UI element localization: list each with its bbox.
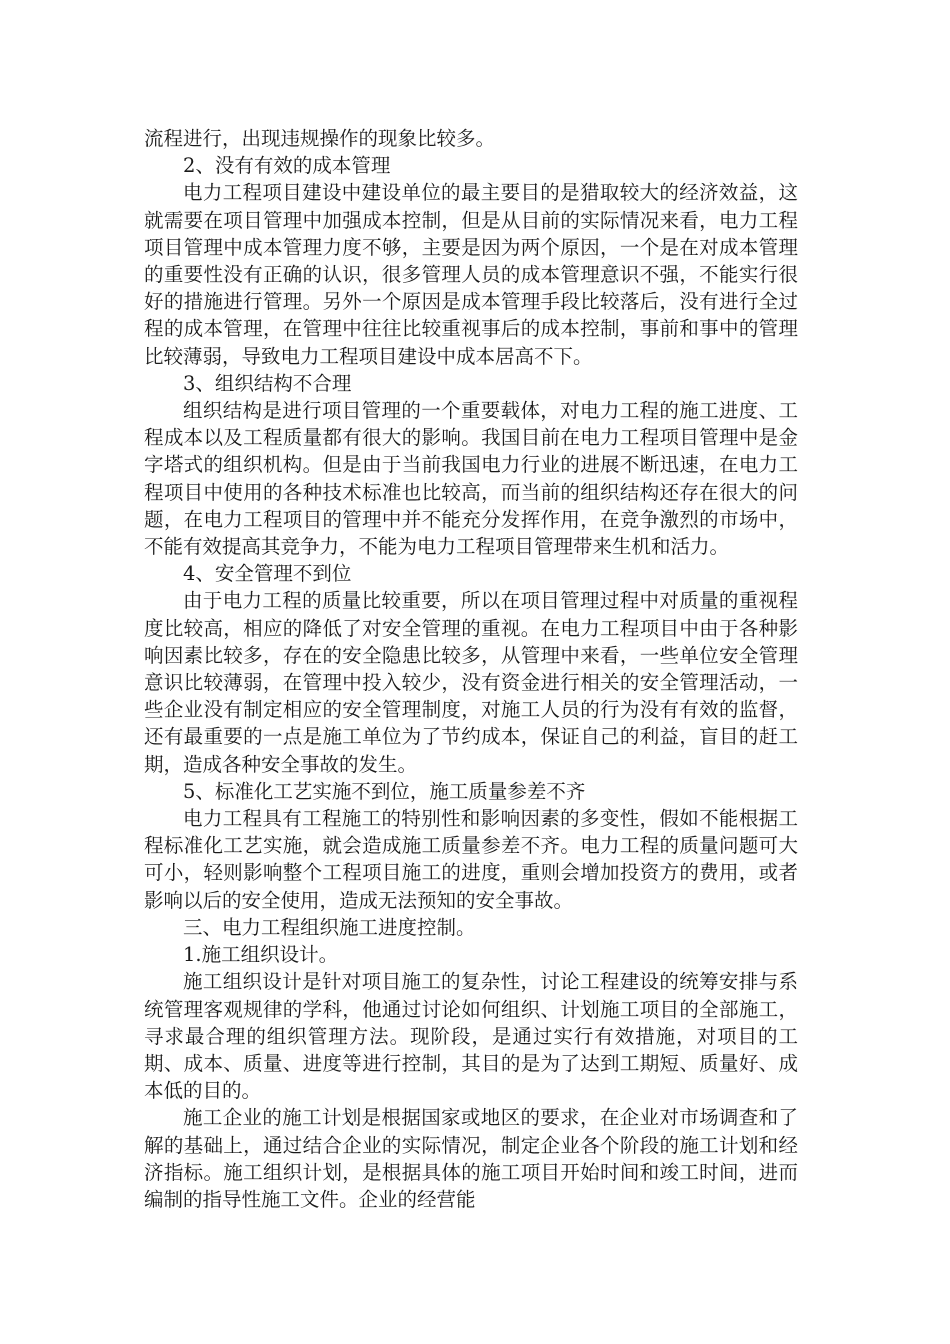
section-heading-5: 5、标准化工艺实施不到位，施工质量参差不齐 — [183, 779, 586, 803]
section-heading-3: 3、组织结构不合理 — [183, 371, 352, 395]
paragraph-construction-design: 施工组织设计是针对项目施工的复杂性，讨论工程建设的统筹安排与系统管理客观规律的学科，他通过讨论如何组织、计划施工项目的全部施工，寻求最合理的组织管理方法。现阶段，是通过实行有效措施，对项目的工期、成本、质量、进度等进行控制，其目的是为了达到工期短、质量好、成本低的目的。 — [144, 970, 798, 1103]
document-body — [144, 125, 798, 1213]
paragraph-standardization: 电力工程具有工程施工的特别性和影响因素的多变性，假如不能根据工程标准化工艺实施，就会造成施工质量参差不齐。电力工程的质量问题可大可小，轻则影响整个工程项目施工的进度，重则会增加投资方的费用，或者影响以后的安全使用，造成无法预知的安全事故。 — [144, 807, 798, 912]
section-heading-4: 4、安全管理不到位 — [183, 562, 352, 586]
paragraph-cost-management: 电力工程项目建设中建设单位的最主要目的是猎取较大的经济效益，这就需要在项目管理中加强成本控制，但是从目前的实际情况来看，电力工程项目管理中成本管理力度不够，主要是因为两个原因，一个是在对成本管理的重要性没有正确的认识，很多管理人员的成本管理意识不强，不能实行很好的措施进行管理。另外一个原因是成本管理手段比较落后，没有进行全过程的成本管理，在管理中往往比较重视事后的成本控制，事前和事中的管理比较薄弱，导致电力工程项目建设中成本居高不下。 — [144, 181, 798, 368]
subsection-heading-1: 1.施工组织设计。 — [183, 943, 339, 967]
paragraph-construction-plan: 施工企业的施工计划是根据国家或地区的要求，在企业对市场调查和了解的基础上，通过结合企业的实际情况，制定企业各个阶段的施工计划和经济指标。施工组织计划，是根据具体的施工项目开始时间和竣工时间，进而编制的指导性施工文件。企业的经营能 — [144, 1106, 798, 1211]
chapter-heading-3: 三、电力工程组织施工进度控制。 — [183, 915, 476, 939]
paragraph-safety-management: 由于电力工程的质量比较重要，所以在项目管理过程中对质量的重视程度比较高，相应的降低了对安全管理的重视。在电力工程项目中由于各种影响因素比较多，存在的安全隐患比较多，从管理中来看，一些单位安全管理意识比较薄弱，在管理中投入较少，没有资金进行相关的安全管理活动，一些企业没有制定相应的安全管理制度，对施工人员的行为没有有效的监督，还有最重要的一点是施工单位为了节约成本，保证自己的利益，盲目的赶工期，造成各种安全事故的发生。 — [144, 589, 798, 776]
paragraph-organization-structure: 组织结构是进行项目管理的一个重要载体，对电力工程的施工进度、工程成本以及工程质量都有很大的影响。我国目前在电力工程项目管理中是金字塔式的组织机构。但是由于当前我国电力行业的进展不断迅速，在电力工程项目中使用的各种技术标准也比较高，而当前的组织结构还存在很大的问题，在电力工程项目的管理中并不能充分发挥作用，在竞争激烈的市场中，不能有效提高其竞争力，不能为电力工程项目管理带来生机和活力。 — [144, 399, 798, 559]
paragraph-continuation: 流程进行，出现违规操作的现象比较多。 — [144, 127, 496, 150]
section-heading-2: 2、没有有效的成本管理 — [183, 154, 391, 178]
